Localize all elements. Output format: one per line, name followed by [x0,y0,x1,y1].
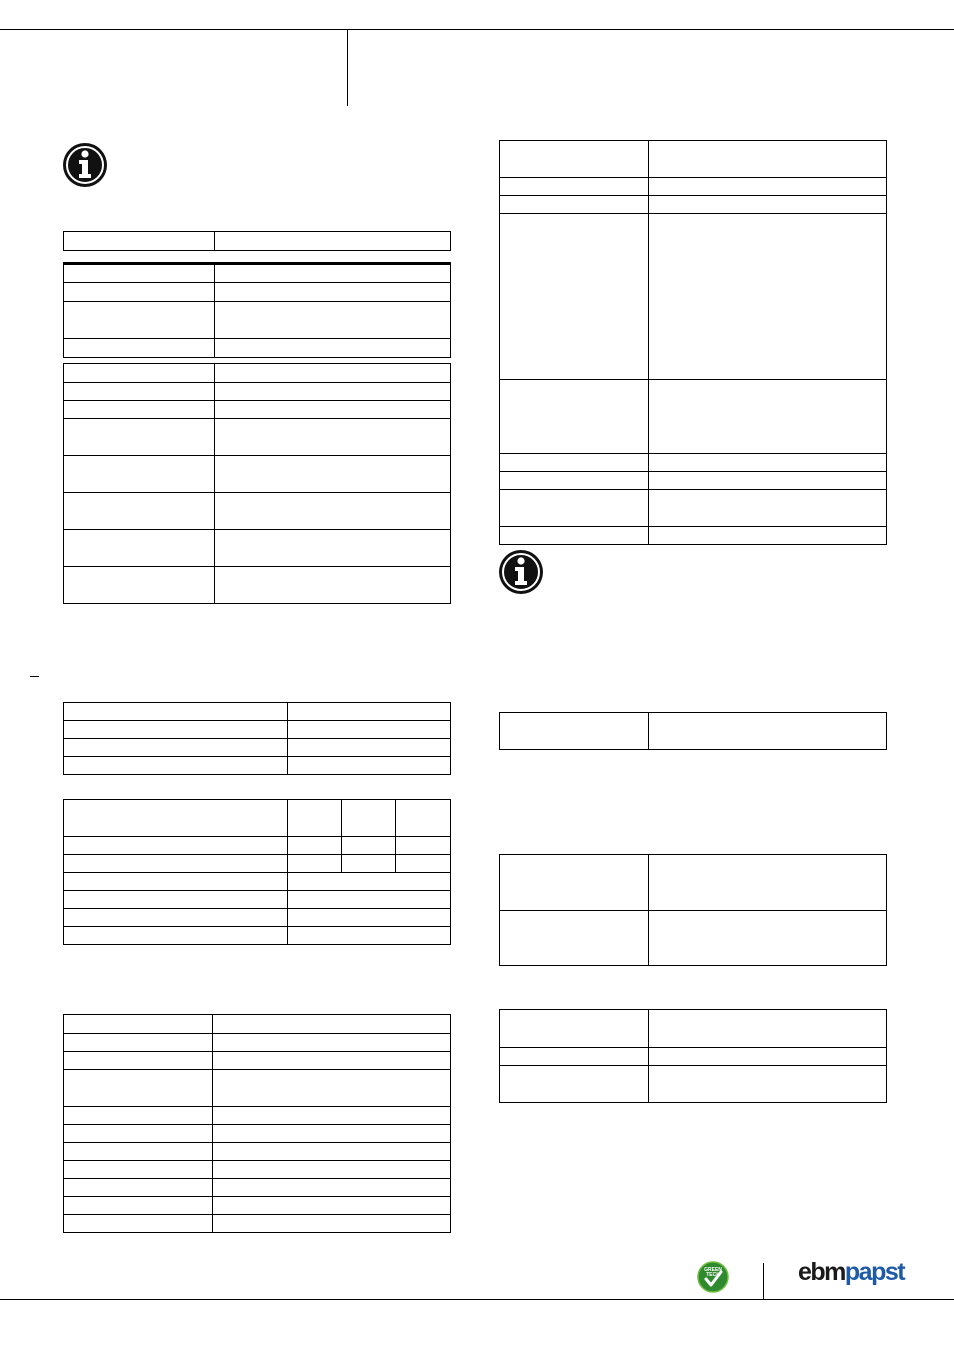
table-row [500,1010,887,1048]
table-row [64,456,451,493]
table-l6 [63,1014,451,1233]
table-l1 [63,231,451,251]
table-row [500,178,887,196]
table-row [64,909,451,927]
badge-text-bottom: TECH [706,1272,720,1278]
badge-text-top: GREEN [704,1267,722,1273]
table-row [64,703,451,721]
table-row [64,873,451,891]
table-row [64,1125,451,1143]
brand-part1: ebm [798,1258,845,1286]
table-row [64,800,451,837]
table-row [64,401,451,419]
table-row [64,493,451,530]
table-row [500,196,887,214]
table-row [500,1048,887,1066]
table-row [64,1052,451,1070]
table-row [500,141,887,178]
table-row [64,264,451,283]
table-row [64,302,451,339]
table-row [500,855,887,911]
table-l4 [63,702,451,775]
table-r1 [499,140,887,545]
table-row [64,1034,451,1052]
footer-divider [763,1263,764,1299]
table-r3 [499,854,887,966]
table-row [64,1197,451,1215]
table-row [500,527,887,545]
table-row [64,530,451,567]
table-row [64,339,451,358]
table-row [64,383,451,401]
table-row [500,490,887,527]
table-row [64,837,451,855]
table-row [64,1143,451,1161]
table-row [64,757,451,775]
greentech-check-icon [697,1261,729,1293]
table-row [64,721,451,739]
table-row [64,1179,451,1197]
table-row [64,1215,451,1233]
table-row [500,911,887,966]
info-icon [498,549,544,595]
table-l5 [63,799,451,945]
table-row [64,419,451,456]
table-row [500,472,887,490]
header-divider [347,29,348,106]
table-row [500,454,887,472]
table-row [64,1070,451,1107]
table-row [64,1161,451,1179]
brand-part2: papst [844,1258,905,1286]
table-row [64,891,451,909]
table-r2 [499,712,887,750]
table-row [500,713,887,750]
table-row [500,214,887,380]
table-row [500,1066,887,1103]
table-row [64,364,451,383]
table-l2 [63,262,451,358]
list-marker [30,676,39,677]
table-row [64,567,451,604]
table-row [64,739,451,757]
footer-rule [0,1299,954,1300]
table-row [64,1107,451,1125]
table-l3 [63,363,451,604]
ebmpapst-logo [798,1258,904,1287]
table-row [64,927,451,945]
table-row [64,1015,451,1034]
table-row [64,283,451,302]
table-row [500,380,887,454]
table-row [64,232,451,251]
info-icon [62,142,108,188]
table-r4 [499,1009,887,1103]
header-rule [0,29,954,30]
table-row [64,855,451,873]
